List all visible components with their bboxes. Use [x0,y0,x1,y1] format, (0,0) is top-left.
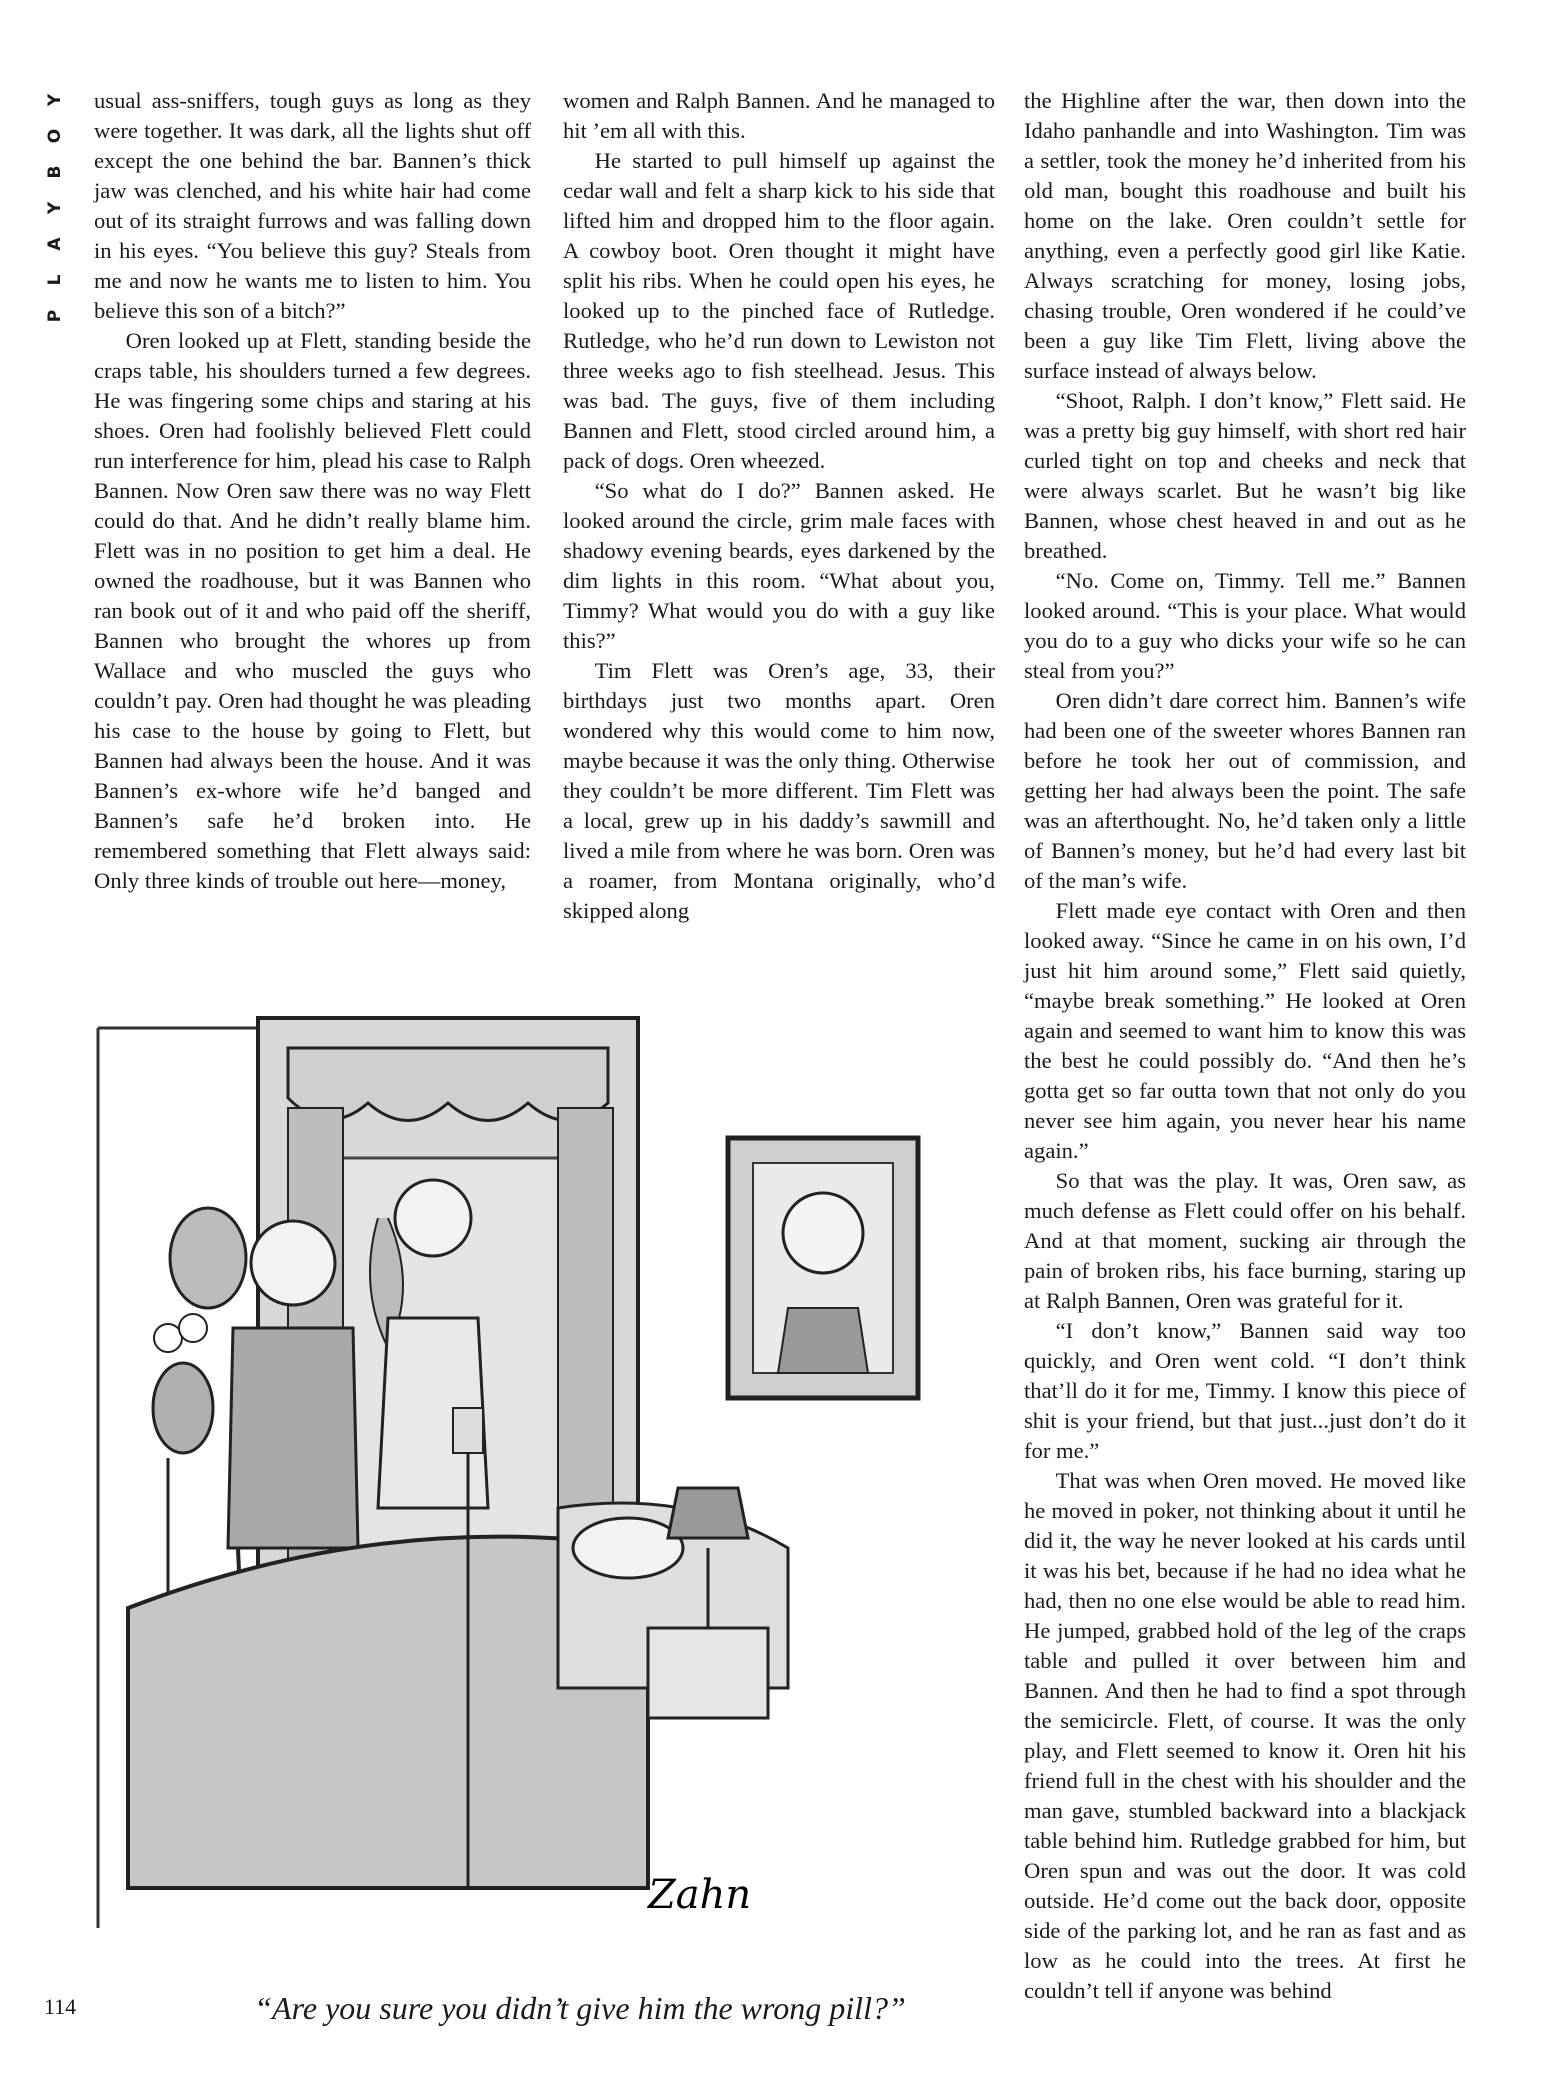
paragraph: “So what do I do?” Bannen asked. He looked around the circle, grim male faces with shadowy evening beards, eyes darkened by the dim lights in this room. “What about you, Timmy? What would you do with a guy like this?” [563,478,995,653]
tab-letter: O [45,128,65,144]
paragraph: women and Ralph Bannen. And he managed to hit ’em all with this. [563,88,995,143]
paragraph: “I don’t know,” Bannen said way too quickly, and Oren went cold. “I don’t think that’ll do it for me, Timmy. I know this piece of shit is your friend, but that just...just don’t do it for me.” [1024,1318,1466,1463]
cartoon-caption: “Are you sure you didn’t give him the wrong pill?” [254,1990,906,2026]
tab-letter: L [45,274,65,286]
cartoon-illustration [88,988,1008,1948]
paragraph: the Highline after the war, then down into the Idaho panhandle and into Washington. Tim was a settler, took the money he’d inherited from his old man, bought this roadhouse and built his home on the lake. Oren couldn’t settle for anything, even a perfectly good girl like Katie. Always scratching for money, losing jobs, chasing trouble, Oren wondered if he could’ve been a guy like Tim Flett, living above the surface instead of always below. [1024,88,1466,383]
cartoon-signature: Zahn [648,1872,752,1918]
magazine-sidebar-tab [40,82,70,322]
tab-letter: Y [45,93,65,107]
tab-letter: A [45,237,65,251]
paragraph: usual ass-sniffers, tough guys as long as they were together. It was dark, all the lights shut off except the one behind the bar. Bannen’s thick jaw was clenched, and his white hair had come out of its straight furrows and was falling down in his eyes. “You believe this guy? Steals from me and now he wants me to listen to him. You believe this son of a bitch?” [94,88,531,323]
text-column-2 [563,86,995,926]
tab-letter: Y [45,201,65,215]
paragraph: Tim Flett was Oren’s age, 33, their birthdays just two months apart. Oren wondered why this would come to him now, maybe because it was the only thing. Otherwise they couldn’t be more different. Tim Flett was a local, grew up in his daddy’s sawmill and lived a mile from where he was born. Oren was a roamer, from Montana originally, who’d skipped along [563,658,995,923]
tab-letter: B [45,165,65,179]
text-column-3 [1024,86,1466,2006]
paragraph: Oren didn’t dare correct him. Bannen’s wife had been one of the sweeter whores Bannen ran before he took her out of commission, and getting her had always been the point. The safe was an afterthought. No, he’d taken only a little of Bannen’s money, but he’d had every last bit of the man’s wife. [1024,688,1466,893]
paragraph: “Shoot, Ralph. I don’t know,” Flett said. He was a pretty big guy himself, with short red hair curled tight on top and cheeks and neck that were always scarlet. But he wasn’t big like Bannen, whose chest heaved in and out as he breathed. [1024,388,1466,563]
paragraph: “No. Come on, Timmy. Tell me.” Bannen looked around. “This is your place. What would you do to a guy who dicks your wife so he can steal from you?” [1024,568,1466,683]
tab-letter: P [45,309,65,323]
paragraph: So that was the play. It was, Oren saw, as much defense as Flett could offer on his behalf. And at that moment, sucking air through the pain of broken ribs, his face burning, staring up at Ralph Bannen, Oren was grateful for it. [1024,1168,1466,1313]
page-number: 114 [44,1994,77,2019]
paragraph: Oren looked up at Flett, standing beside the craps table, his shoulders turned a few degrees. He was fingering some chips and staring at his shoes. Oren had foolishly believed Flett could run interference for him, plead his case to Ralph Bannen. Now Oren saw there was no way Flett could do that. And he didn’t really blame him. Flett was in no position to get him a deal. He owned the roadhouse, but it was Bannen who ran book out of it and who paid off the sheriff, Bannen who brought the whores up from Wallace and who muscled the guys who couldn’t pay. Oren had thought he was pleading his case to the house by going to Flett, but Bannen had always been the house. And it was Bannen’s ex-whore wife he’d banged and Bannen’s safe he’d broken into. He remembered something that Flett always said: Only three kinds of trouble out here—money, [94,328,531,893]
paragraph: He started to pull himself up against the cedar wall and felt a sharp kick to his side that lifted him and dropped him to the floor again. A cowboy boot. Oren thought it might have split his ribs. When he could open his eyes, he looked up to the pinched face of Rutledge. Rutledge, who he’d run down to Lewiston not three weeks ago to fish steelhead. Jesus. This was bad. The guys, five of them including Bannen and Flett, stood circled around him, a pack of dogs. Oren wheezed. [563,148,995,473]
paragraph: Flett made eye contact with Oren and then looked away. “Since he came in on his own, I’d just hit him around some,” Flett said quietly, “maybe break something.” He looked at Oren again and seemed to want him to know this was the best he could possibly do. “And then he’s gotta get so far outta town that not only do you never see him again, you never hear his name again.” [1024,898,1466,1163]
paragraph: That was when Oren moved. He moved like he moved in poker, not thinking about it until he did it, the way he never looked at his cards until it was his bet, because if he had no idea what he had, then no one else would be able to read him. He jumped, grabbed hold of the leg of the craps table and pulled it over between him and Bannen. And then he had to find a spot through the semicircle. Flett, of course. It was the only play, and Flett seemed to know it. Oren hit his friend full in the chest with his shoulder and the man gave, stumbled backward into a blackjack table behind him. Rutledge grabbed for him, but Oren spun and was out the door. It was cold outside. He’d come out the back door, opposite side of the parking lot, and he ran as fast and as low as he could into the trees. At first he couldn’t tell if anyone was behind [1024,1468,1466,2003]
text-column-1 [94,86,531,896]
